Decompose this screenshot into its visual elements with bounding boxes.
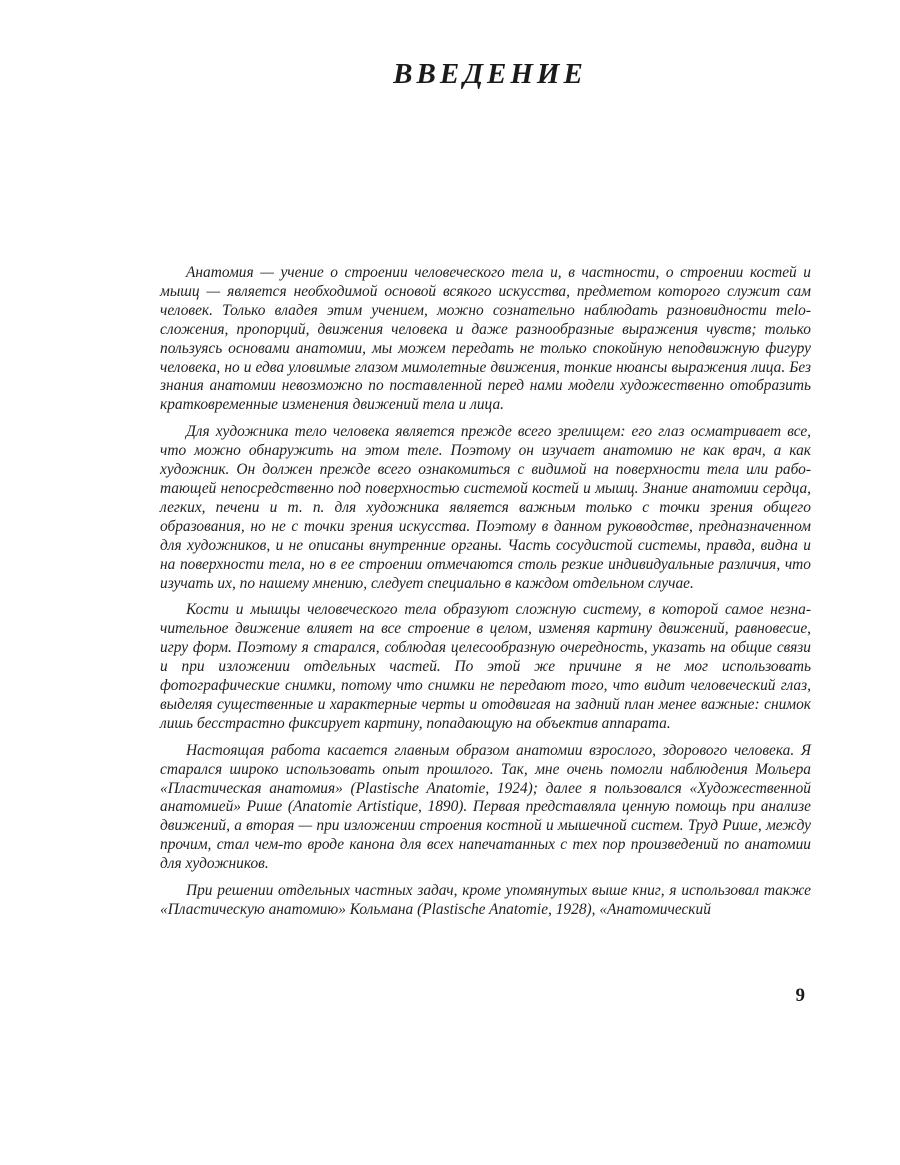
paragraph: При решении отдельных частных задач, кроме упомянутых выше книг, я использовал также «Пластическую анатомию» Кольмана (Plastische Anatomie, 1928), «Анатомический [160,882,811,918]
body-text [160,264,811,928]
paragraph: Настоящая работа касается главным образом анатомии взрослого, здорового человека. Я старался широко использовать опыт прошлого. Так, мне очень помогли наблюдения Мольера «Пластическая анатомия» (Plastische Anatomie, 1924); далее я пользовался «Художественной анатомией» Рише (Anatomie Artistique, 1890). Первая представляла ценную помощь при анализе движений, а вторая — при изложении строения костной и мышечной систем. Труд Рише, между прочим, стал чем-то вроде канона для всех напечатанных с тех пор произведений по анатомии для художников. [160,741,811,873]
paragraph: Анатомия — учение о строении человеческого тела и, в частности, о строении костей и мышц — является необходимой основой всякого искусства, предметом которого служит сам человек. Только владея этим учением, можно сознательно наблюдать разновидности теloсложения, пропорций, движения человека и даже разнообразные выражения чувств; только пользуясь основами анатомии, мы можем передать не только спокойную неподвижную фигуру человека, но и едва уловимые глазом мимолетные движения, тонкие нюансы выражения лица. Без знания анатомии невозможно по поставленной перед нами модели художественно отобразить кратковременные изменения движений тела и лица. [160,264,811,414]
page-number: 9 [795,985,805,1006]
chapter-title: ВВЕДЕНИЕ [393,58,587,90]
paragraph: Кости и мышцы человеческого тела образуют сложную систему, в которой самое незначительное движение влияет на все строение в целом, изменяя картину движений, равновесие, игру форм. Поэтому я старался, соблюдая целесообразную очередность, указать на общие связи и при изложении отдельных частей. По этой же причине я не мог использовать фотографические снимки, потому что снимки не передают того, что видит человеческий глаз, выделяя существенные и характерные черты и отодвигая на задний план менее важные: снимок лишь бесстрастно фиксирует картину, попадающую на объектив аппарата. [160,601,811,732]
paragraph: Для художника тело человека является прежде всего зрелищем: его глаз осматривает все, что можно обнаружить на этом теле. Поэтому он изучает анатомию не как врач, а как художник. Он должен прежде всего ознакомиться с видимой на поверхности тела или работающей непосредственно под поверхностью системой костей и мышц. Знание анатомии сердца, легких, печени и т. п. для художника является важным только с точки зрения общего образования, но не с точки зрения искусства. Поэтому в данном руководстве, предназначенном для художников, и не описаны внутренние органы. Часть сосудистой системы, правда, видна и на поверхности тела, но в ее строении отмечаются столь резкие индивидуальные различия, что изучать их, по нашему мнению, следует специально в каждом отдельном случае. [160,423,811,592]
